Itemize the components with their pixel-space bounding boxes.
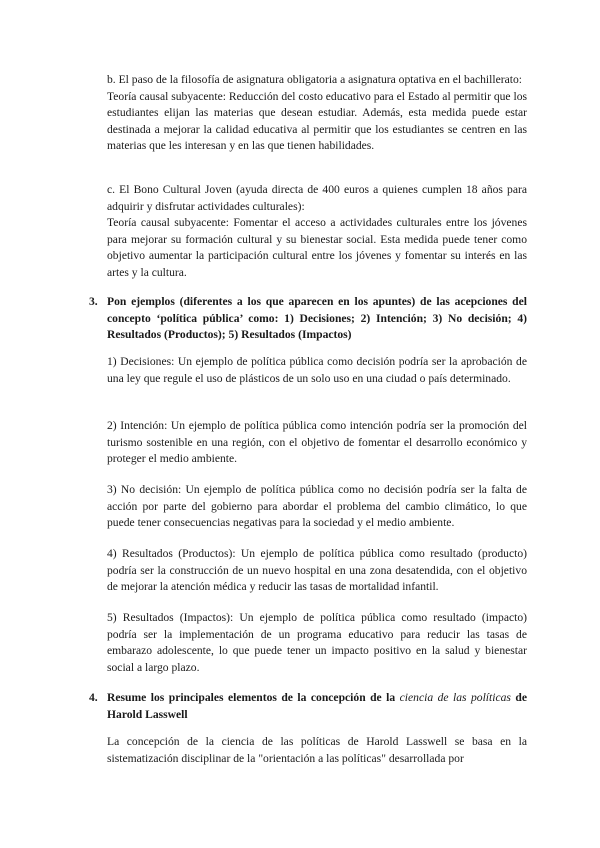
section-b [107, 72, 527, 155]
question-4-heading [89, 690, 527, 723]
answer-no-decision [107, 482, 527, 532]
answer-paragraph: La concepción de la ciencia de las políticas de Harold Lasswell se basa en la sistematización disciplinar de la "orientación a las políticas" desarrollada por [107, 735, 527, 765]
question-3-number: 3. [89, 295, 98, 308]
section-c-title: c. El Bono Cultural Joven (ayuda directa de 400 euros a quienes cumplen 18 años para adquirir y disfrutar actividades culturales): [107, 183, 527, 213]
section-b-title: b. El paso de la filosofía de asignatura obligatoria a asignatura optativa en el bachillerato: [107, 73, 522, 86]
question-3-heading [89, 294, 527, 344]
question-4-text-pre: Resume los principales elementos de la concepción de la [107, 691, 400, 704]
answer-decisiones [107, 354, 527, 387]
answer-paragraph: 5) Resultados (Impactos): Un ejemplo de política pública como resultado (impacto) podría ser la implementación de un programa educativo para reducir las tasas de embarazo adolescente, lo que puede tener un impacto positivo en la salud y bienestar social a largo plazo. [107, 611, 527, 674]
question-3-text: Pon ejemplos (diferentes a los que aparecen en los apuntes) de las acepciones del concepto ‘política pública’ como: 1) Decisiones; 2) Intención; 3) No decisión; 4) Resultados (Productos); 5) Resultados (Impactos) [107, 295, 527, 341]
answer-paragraph: 1) Decisiones: Un ejemplo de política pública como decisión podría ser la aprobación de una ley que regule el uso de plásticos de un solo uso en una ciudad o país determinado. [107, 355, 527, 385]
answer-paragraph: 4) Resultados (Productos): Un ejemplo de política pública como resultado (producto) podría ser la construcción de un nuevo hospital en una zona desatendida, con el objetivo de mejorar la atención médica y reducir las tasas de mortalidad infantil. [107, 547, 527, 593]
answer-impactos [107, 610, 527, 676]
question-4-text-italic: ciencia de las políticas [399, 691, 511, 704]
section-c-body: Teoría causal subyacente: Fomentar el acceso a actividades culturales entre los jóvenes para mejorar su formación cultural y su bienestar social. Esta medida puede tener como objetivo aumentar la participación cultural entre los jóvenes y fomentar su interés en las artes y la cultura. [107, 216, 527, 279]
answer-paragraph: 2) Intención: Un ejemplo de política pública como intención podría ser la promoción del turismo sostenible en una región, con el objetivo de fomentar el desarrollo económico y proteger el medio ambiente. [107, 419, 527, 465]
answer-intencion [107, 418, 527, 468]
question-4-number: 4. [89, 691, 98, 704]
answer-productos [107, 546, 527, 596]
question-4-text [107, 690, 527, 723]
section-b-body: Teoría causal subyacente: Reducción del costo educativo para el Estado al permitir que los estudiantes elijan las materias que desean estudiar. Además, esta medida puede estar destinada a mejorar la calidad educativa al permitir que los estudiantes se centren en las materias que les interesan y en las que tienen habilidades. [107, 89, 527, 152]
section-c [107, 182, 527, 281]
question-4-text-post: de Harold Lasswell [107, 691, 527, 721]
answer-lasswell [107, 734, 527, 767]
answer-paragraph: 3) No decisión: Un ejemplo de política pública como no decisión podría ser la falta de acción por parte del gobierno para abordar el problema del cambio climático, lo que puede tener consecuencias negativas para la sociedad y el medio ambiente. [107, 483, 527, 529]
